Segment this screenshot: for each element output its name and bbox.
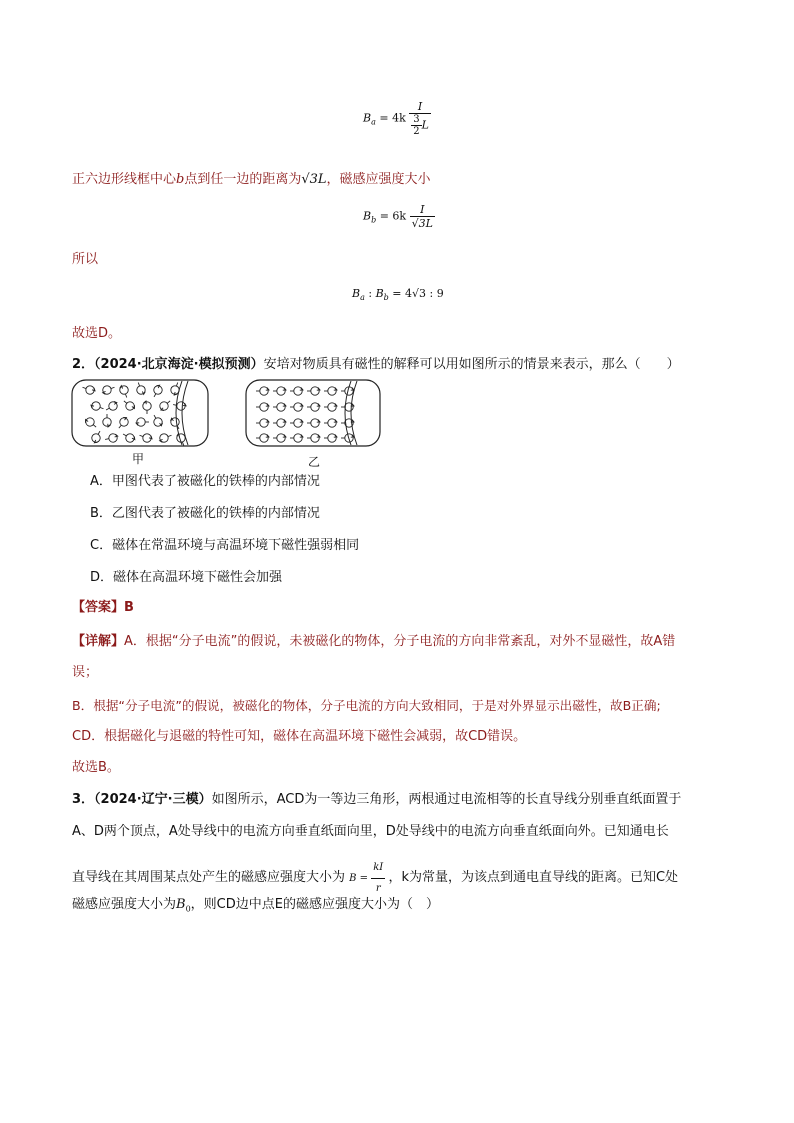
text-hexagon-line: 正六边形线框中心b点到任一边的距离为√3L，磁感应强度大小: [72, 172, 431, 187]
detail-a-line2: 误；: [72, 665, 99, 680]
molecular-current-loop: [172, 400, 186, 411]
molecular-current-loop: [103, 414, 111, 427]
magnet-figure: [70, 378, 410, 473]
option-a: A．甲图代表了被磁化的铁棒的内部情况: [90, 474, 320, 489]
molecular-current-loop: [273, 434, 286, 442]
molecular-current-loop: [256, 434, 269, 442]
molecular-current-loop: [256, 387, 269, 395]
molecular-current-loop: [307, 403, 320, 411]
molecular-current-loop: [136, 418, 149, 426]
molecular-current-loop: [341, 403, 354, 411]
molecular-current-loop: [138, 431, 153, 443]
molecular-current-loop: [81, 383, 96, 395]
option-c: C．磁体在常温环境与高温环境下磁性强弱相同: [90, 538, 360, 553]
molecular-current-loop: [90, 429, 104, 444]
molecular-current-loop: [143, 401, 151, 414]
figure-label-jia: 甲: [132, 452, 145, 466]
formula-bb: $B_b = 6k$ $\frac{I}{√3L}$: [363, 203, 433, 230]
figure-yi: [246, 380, 380, 446]
question-2-stem: 2．（2024·北京海淀·模拟预测）安培对物质具有磁性的解释可以用如图所示的情景来表示，那么（ ）: [72, 357, 680, 372]
molecular-current-loop: [307, 387, 320, 395]
molecular-current-loop: [290, 387, 303, 395]
molecular-current-loop: [121, 398, 136, 413]
molecular-current-loop: [256, 403, 269, 411]
molecular-current-loop: [307, 419, 320, 427]
molecular-current-loop: [273, 403, 286, 411]
option-b: B．乙图代表了被磁化的铁棒的内部情况: [90, 506, 320, 521]
molecular-current-loop: [324, 419, 337, 427]
molecular-current-loop: [273, 387, 286, 395]
fraction: I $\frac{3}{2}$ L: [409, 100, 431, 137]
figure-label-yi: 乙: [308, 455, 321, 469]
text-guxuan-d: 故选D。: [72, 326, 122, 341]
molecular-current-loop: [121, 430, 136, 444]
molecular-current-loop: [150, 413, 164, 428]
fraction: $\frac{I}{√3L}$: [411, 203, 433, 230]
molecular-current-loop: [101, 383, 116, 395]
molecular-current-loop: [256, 419, 269, 427]
molecular-current-loop: [118, 384, 130, 399]
molecular-current-loop: [158, 431, 173, 443]
molecular-current-loop: [307, 434, 320, 442]
molecular-current-loop: [134, 381, 146, 396]
molecular-current-loop: [104, 400, 119, 414]
molecular-current-loop: [116, 415, 131, 430]
option-d: D．磁体在高温环境下磁性会加强: [90, 570, 283, 585]
molecular-current-loop: [169, 416, 183, 431]
molecular-current-loop: [104, 433, 118, 444]
question-3-line4: 磁感应强度大小为$B_0$，则CD边中点E的磁感应强度大小为（ ）: [72, 897, 439, 914]
answer-tag: 【答案】B: [72, 600, 134, 615]
molecular-current-loop: [290, 434, 303, 442]
detail-a-line1: 【详解】A．根据“分子电流”的假说，未被磁化的物体，分子电流的方向非常紊乱，对外不显磁性，故A错: [72, 634, 676, 649]
molecular-current-loop: [324, 403, 337, 411]
detail-cd: CD．根据磁化与退磁的特性可知，磁体在高温环境下磁性会减弱，故CD错误。: [72, 729, 527, 744]
detail-b: B．根据“分子电流”的假说，被磁化的物体，分子电流的方向大致相同，于是对外界显示出磁性，故B正确;: [72, 698, 661, 713]
text-guxuan-b: 故选B。: [72, 760, 120, 775]
molecular-current-loop: [90, 400, 105, 412]
molecular-current-loop: [324, 387, 337, 395]
question-3-line1: 3．（2024·辽宁·三模）如图所示，ACD为一等边三角形，两根通过电流相等的长直导线分别垂直纸面置于: [72, 792, 682, 807]
text-suoyi: 所以: [72, 252, 99, 267]
formula-b-kir: B = $\frac{kI}{r}$: [349, 873, 388, 884]
molecular-current-loop: [157, 398, 172, 413]
molecular-current-loop: [273, 419, 286, 427]
molecular-current-loop: [290, 419, 303, 427]
figure-jia: [72, 380, 208, 447]
molecular-current-loop: [150, 384, 164, 399]
molecular-current-loop: [290, 403, 303, 411]
molecular-current-loop: [324, 434, 337, 442]
question-3-line3: 直导线在其周围某点处产生的磁感应强度大小为 B = $\frac{kI}{r}$ ，k为常量，为该点到通电直导线的距离。已知C处: [72, 858, 678, 899]
molecular-current-loop: [83, 416, 98, 431]
formula-ba: $B_a = 4k$ I $\frac{3}{2}$ L: [363, 100, 429, 137]
question-3-line2: A、D两个顶点，A处导线中的电流方向垂直纸面向里，D处导线中的电流方向垂直纸面向外。已知通电长: [72, 824, 669, 839]
formula-ratio: $B_a$ : $B_b = 4√3$ : 9: [352, 287, 444, 303]
